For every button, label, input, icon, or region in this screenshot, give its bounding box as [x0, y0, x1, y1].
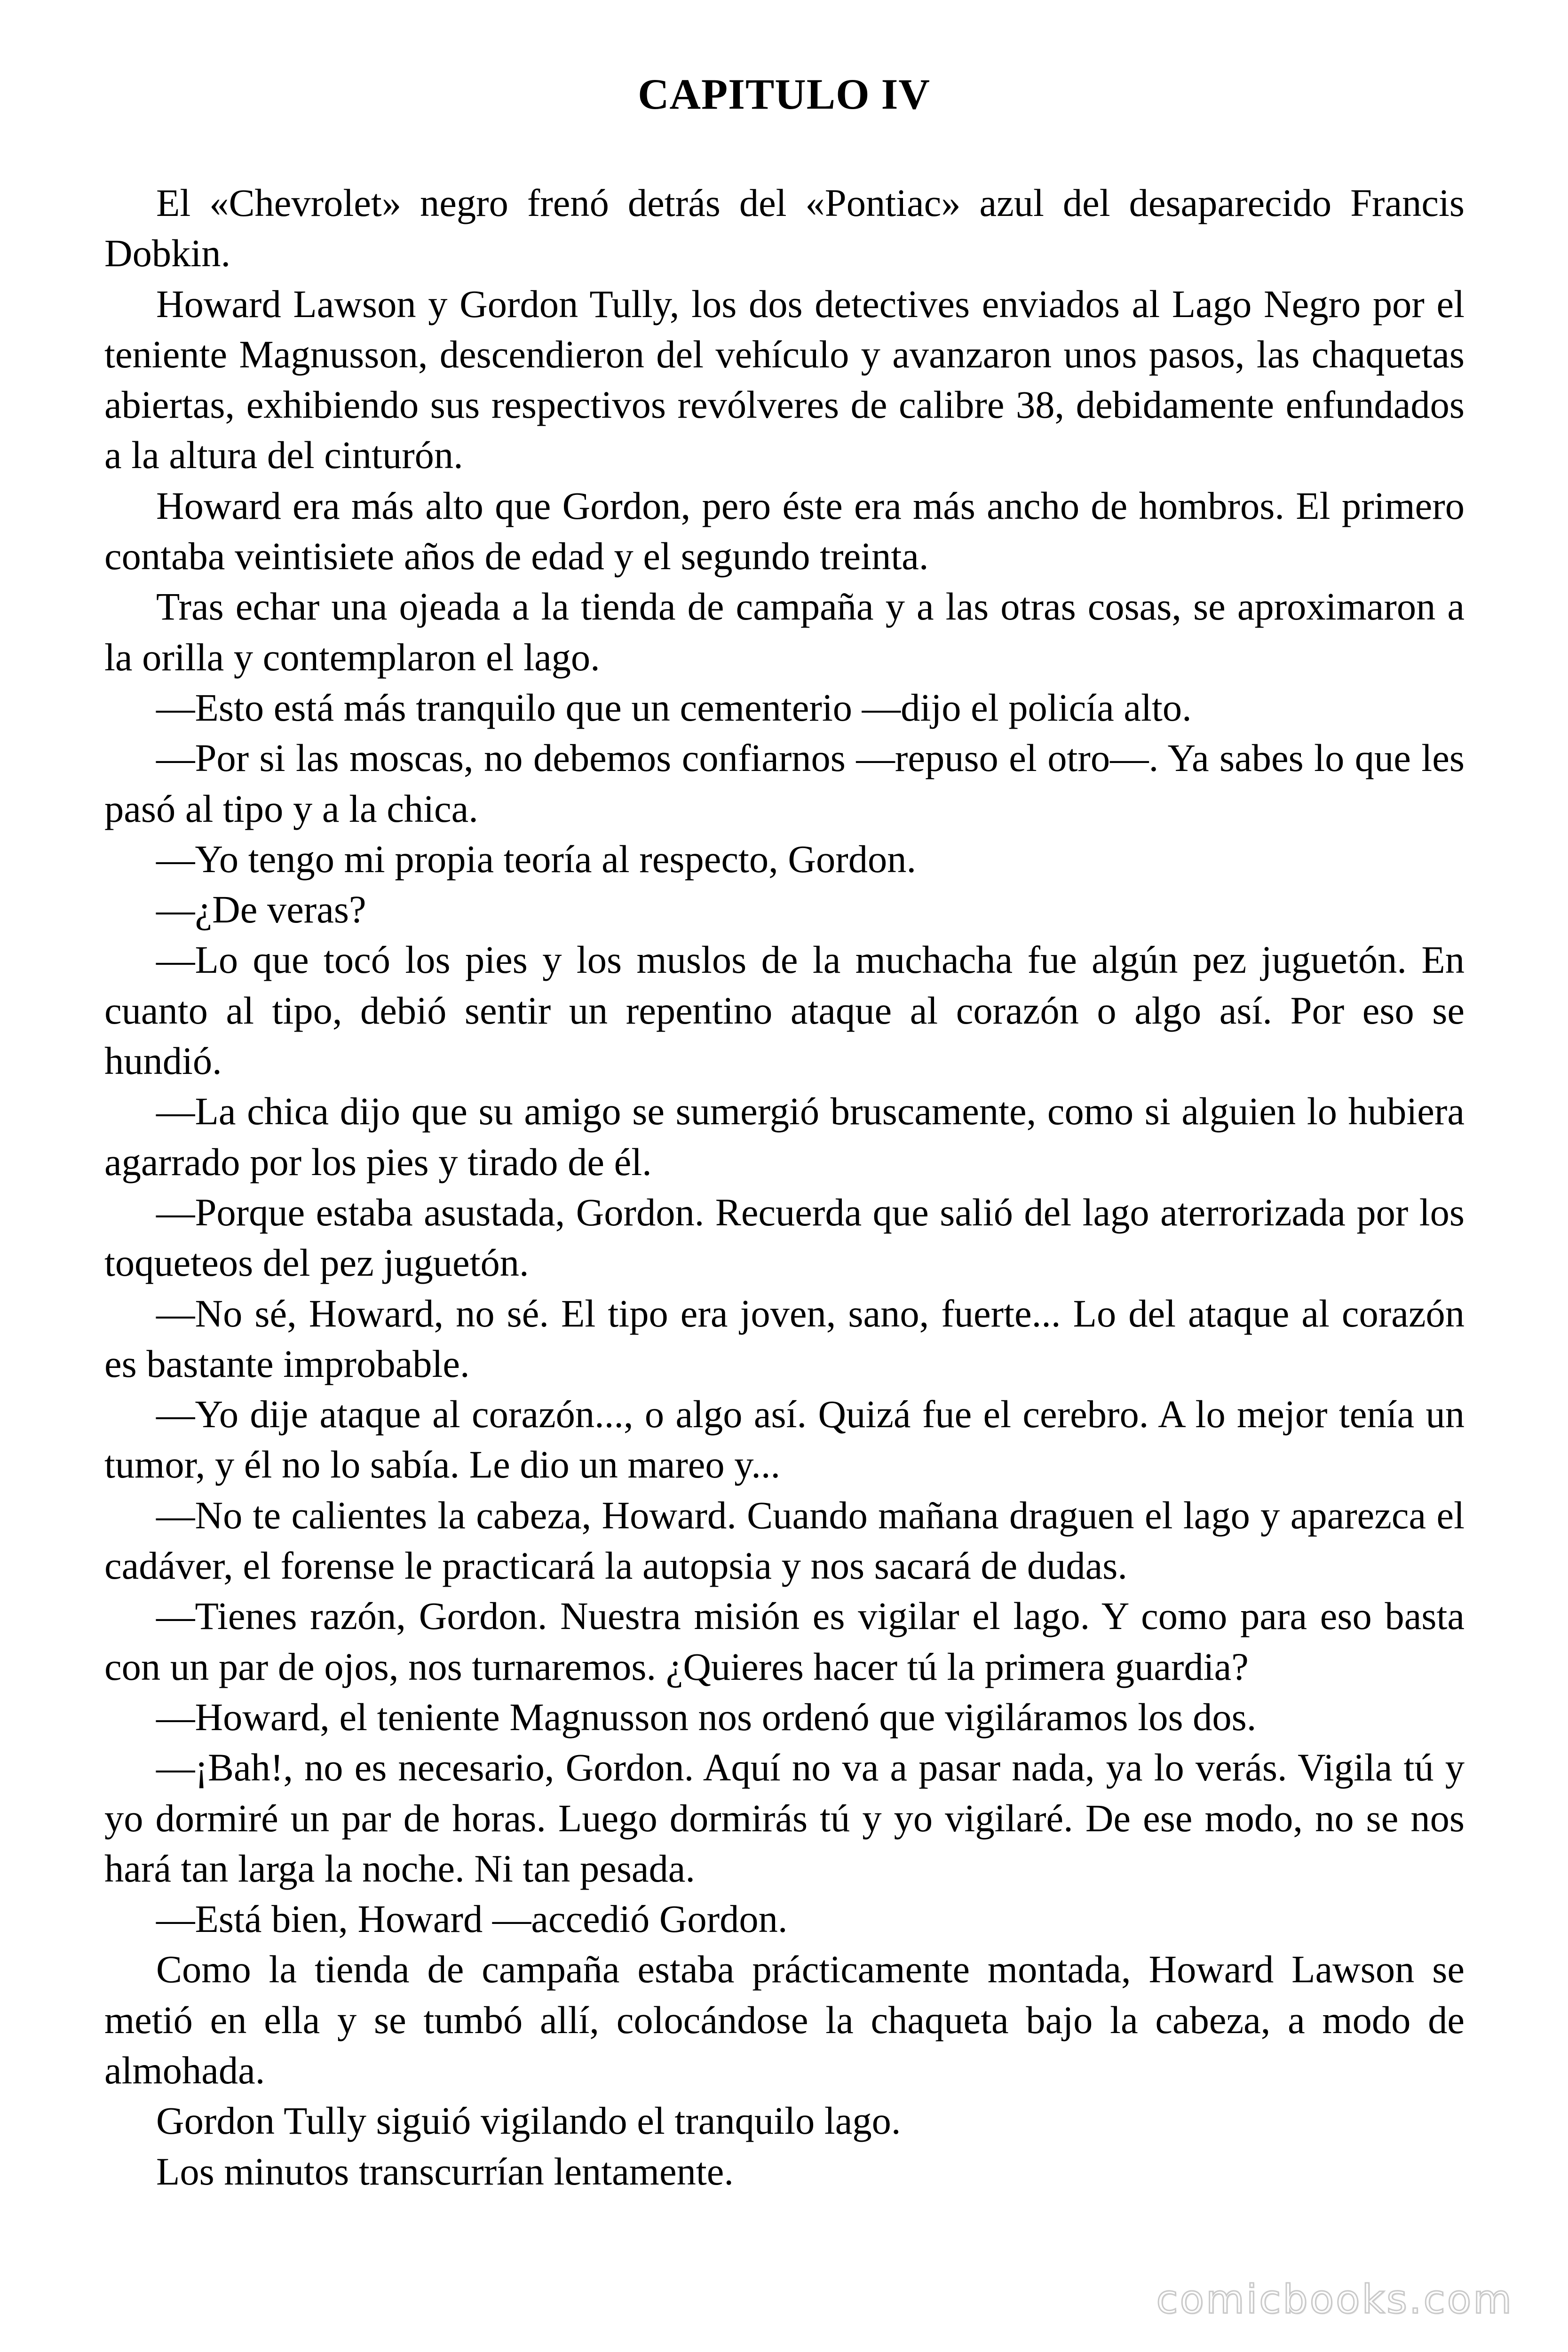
chapter-body	[104, 178, 1465, 2197]
paragraph: —La chica dijo que su amigo se sumergió bruscamente, como si alguien lo hubiera agarrado por los pies y tirado de él.	[104, 1089, 1465, 1184]
paragraph: —No sé, Howard, no sé. El tipo era joven, sano, fuerte... Lo del ataque al corazón es bastante improbable.	[104, 1291, 1465, 1385]
paragraph: —Yo tengo mi propia teoría al respecto, Gordon.	[156, 837, 917, 881]
paragraph: —Tienes razón, Gordon. Nuestra misión es vigilar el lago. Y como para eso basta con un par de ojos, nos turnaremos. ¿Quieres hacer tú la primera guardia?	[104, 1594, 1465, 1688]
paragraph: —Por si las moscas, no debemos confiarnos —repuso el otro—. Ya sabes lo que les pasó al tipo y a la chica.	[104, 736, 1465, 830]
paragraph: —Lo que tocó los pies y los muslos de la muchacha fue algún pez juguetón. En cuanto al tipo, debió sentir un repentino ataque al corazón o algo así. Por eso se hundió.	[104, 938, 1465, 1083]
paragraph: —Howard, el teniente Magnusson nos ordenó que vigiláramos los dos.	[156, 1695, 1257, 1739]
paragraph: —¿De veras?	[156, 888, 366, 931]
paragraph: —Está bien, Howard —accedió Gordon.	[156, 1897, 788, 1941]
paragraph: Howard era más alto que Gordon, pero éste era más ancho de hombros. El primero contaba veintisiete años de edad y el segundo treinta.	[104, 484, 1465, 578]
paragraph: —¡Bah!, no es necesario, Gordon. Aquí no va a pasar nada, ya lo verás. Vigila tú y yo dormiré un par de horas. Luego dormirás tú y yo vigilaré. De ese modo, no se nos hará tan larga la noche. Ni tan pesada.	[104, 1746, 1465, 1890]
paragraph: —No te calientes la cabeza, Howard. Cuando mañana draguen el lago y aparezca el cadáver, el forense le practicará la autopsia y nos sacará de dudas.	[104, 1493, 1465, 1588]
paragraph: Howard Lawson y Gordon Tully, los dos detectives enviados al Lago Negro por el teniente Magnusson, descendieron del vehículo y avanzaron unos pasos, las chaquetas abiertas, exhibiendo sus respectivos revólveres de calibre 38, debidamente enfundados a la altura del cinturón.	[104, 282, 1465, 477]
paragraph: El «Chevrolet» negro frenó detrás del «Pontiac» azul del desaparecido Francis Dobkin.	[104, 181, 1465, 275]
paragraph: Gordon Tully siguió vigilando el tranquilo lago.	[156, 2099, 901, 2143]
paragraph: Como la tienda de campaña estaba prácticamente montada, Howard Lawson se metió en ella y se tumbó allí, colocándose la chaqueta bajo la cabeza, a modo de almohada.	[104, 1947, 1465, 2092]
paragraph: Los minutos transcurrían lentamente.	[156, 2149, 734, 2193]
chapter-title: CAPITULO IV	[638, 70, 930, 118]
paragraph: Tras echar una ojeada a la tienda de campaña y a las otras cosas, se aproximaron a la orilla y contemplaron el lago.	[104, 585, 1465, 679]
paragraph: —Porque estaba asustada, Gordon. Recuerda que salió del lago aterrorizada por los toqueteos del pez juguetón.	[104, 1190, 1465, 1285]
paragraph: —Esto está más tranquilo que un cementerio —dijo el policía alto.	[156, 685, 1192, 729]
paragraph: —Yo dije ataque al corazón..., o algo así. Quizá fue el cerebro. A lo mejor tenía un tumor, y él no lo sabía. Le dio un mareo y...	[104, 1392, 1465, 1486]
watermark: comicbooks.com	[1156, 2276, 1513, 2322]
